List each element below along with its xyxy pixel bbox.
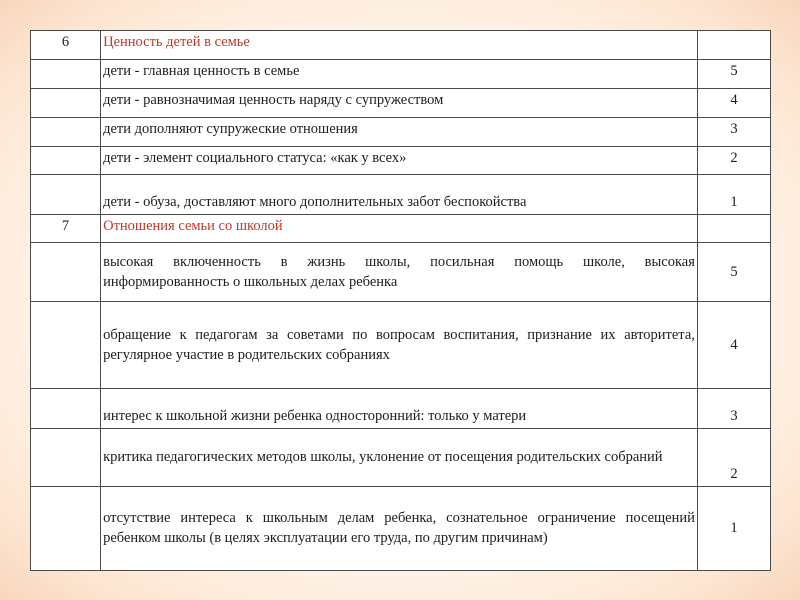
- criterion-text: высокая включенность в жизнь школы, посильная помощь школе, высокая информированность о школьных делах ребенка: [101, 243, 698, 302]
- criterion-text: дети - элемент социального статуса: «как у всех»: [101, 147, 698, 175]
- table-row: [31, 243, 771, 302]
- table-row: [31, 389, 771, 429]
- number-cell-empty: [31, 429, 101, 487]
- table-row: [31, 89, 771, 118]
- criterion-score: 2: [697, 147, 770, 175]
- criterion-score: 4: [697, 302, 770, 389]
- criterion-score: 2: [697, 429, 770, 487]
- criterion-score: 1: [697, 175, 770, 215]
- section-header-row: [31, 215, 771, 243]
- score-cell-empty: [697, 215, 770, 243]
- section-number: 6: [31, 31, 101, 60]
- criterion-score: 1: [697, 487, 770, 571]
- criterion-text: обращение к педагогам за советами по вопросам воспитания, признание их авторитета, регулярное участие в родительских собраниях: [101, 302, 698, 389]
- table-row: [31, 147, 771, 175]
- criteria-table: [30, 30, 771, 571]
- section-title: Ценность детей в семье: [101, 31, 698, 60]
- table-row: [31, 60, 771, 89]
- number-cell-empty: [31, 389, 101, 429]
- criterion-text: интерес к школьной жизни ребенка односторонний: только у матери: [101, 389, 698, 429]
- criterion-text: дети - обуза, доставляют много дополнительных забот беспокойства: [101, 175, 698, 215]
- table-row: [31, 487, 771, 571]
- criterion-text: дети - главная ценность в семье: [101, 60, 698, 89]
- criterion-text: отсутствие интереса к школьным делам ребенка, сознательное ограничение посещений ребенком школы (в целях эксплуатации его труда, по другим причинам): [101, 487, 698, 571]
- criterion-score: 3: [697, 389, 770, 429]
- criterion-score: 5: [697, 60, 770, 89]
- section-title: Отношения семьи со школой: [101, 215, 698, 243]
- criterion-score: 4: [697, 89, 770, 118]
- criterion-text: дети дополняют супружеские отношения: [101, 118, 698, 147]
- criterion-score: 3: [697, 118, 770, 147]
- table-row: [31, 118, 771, 147]
- table-row: [31, 429, 771, 487]
- section-number: 7: [31, 215, 101, 243]
- number-cell-empty: [31, 243, 101, 302]
- number-cell-empty: [31, 175, 101, 215]
- number-cell-empty: [31, 60, 101, 89]
- section-header-row: [31, 31, 771, 60]
- criterion-text: критика педагогических методов школы, уклонение от посещения родительских собраний: [101, 429, 698, 487]
- number-cell-empty: [31, 302, 101, 389]
- number-cell-empty: [31, 89, 101, 118]
- number-cell-empty: [31, 147, 101, 175]
- number-cell-empty: [31, 118, 101, 147]
- criterion-score: 5: [697, 243, 770, 302]
- score-cell-empty: [697, 31, 770, 60]
- table-row: [31, 302, 771, 389]
- table-row: [31, 175, 771, 215]
- criterion-text: дети - равнозначимая ценность наряду с супружеством: [101, 89, 698, 118]
- number-cell-empty: [31, 487, 101, 571]
